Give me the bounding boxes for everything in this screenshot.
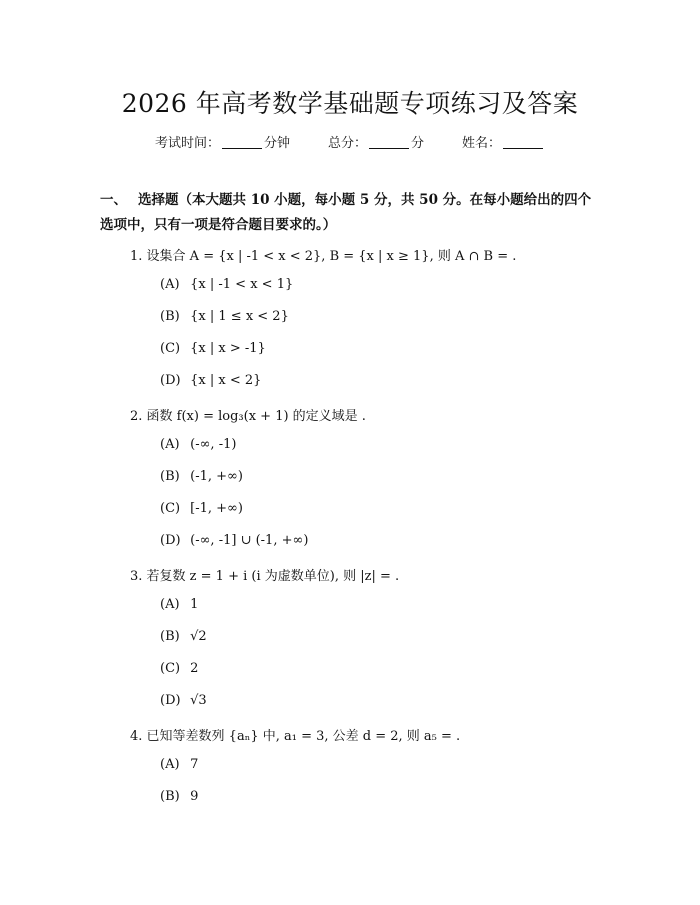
option-text: {x | -1 < x < 1} — [190, 277, 294, 292]
option-label: (B) — [160, 629, 180, 644]
option-label: (D) — [160, 693, 181, 708]
name-blank — [503, 135, 543, 149]
option-text: 7 — [190, 757, 199, 772]
section-heading — [100, 188, 600, 238]
question-1-option-c — [160, 341, 266, 356]
score-blank — [369, 135, 409, 149]
option-label: (C) — [160, 341, 181, 356]
option-label: (B) — [160, 469, 180, 484]
option-label: (C) — [160, 661, 181, 676]
option-text: 1 — [190, 597, 199, 612]
question-1-stem: 1. 设集合 A = {x | -1 < x < 2}, B = {x | x ≥ 1}, 则 A ∩ B = . — [130, 249, 517, 264]
exam-name — [462, 132, 545, 151]
option-text: (-∞, -1) — [190, 437, 237, 452]
question-2-option-d — [160, 533, 308, 548]
option-text: [-1, +∞) — [190, 501, 243, 516]
question-2-option-a — [160, 437, 236, 452]
question-4-stem: 4. 已知等差数列 {aₙ} 中, a₁ = 3, 公差 d = 2, 则 a₅ = . — [130, 729, 461, 744]
option-text: 2 — [190, 661, 199, 676]
page-title: 2026 年高考数学基础题专项练习及答案 — [121, 89, 579, 118]
section-text: 选择题（本大题共 10 小题，每小题 5 分，共 50 分。在每小题给出的四个选项中，只有一项是符合题目要求的。） — [100, 192, 592, 233]
option-text: (-1, +∞) — [190, 469, 243, 484]
question-3-option-d — [160, 693, 207, 708]
question-2-stem: 2. 函数 f(x) = log₃(x + 1) 的定义域是 . — [130, 409, 366, 424]
time-label: 考试时间： — [154, 136, 220, 151]
option-label: (A) — [160, 597, 180, 612]
option-label: (D) — [160, 533, 181, 548]
option-text: √2 — [190, 629, 207, 644]
option-label: (B) — [160, 309, 180, 324]
option-text: {x | x > -1} — [190, 341, 266, 356]
question-2-option-b — [160, 469, 243, 484]
time-blank — [222, 135, 262, 149]
section-number: 一、 — [100, 192, 127, 208]
option-text: √3 — [190, 693, 207, 708]
question-4-option-b — [160, 789, 198, 804]
exam-score — [328, 132, 424, 151]
option-label: (B) — [160, 789, 180, 804]
option-label: (D) — [160, 373, 181, 388]
option-text: {x | x < 2} — [190, 373, 262, 388]
name-label: 姓名： — [462, 136, 502, 151]
option-text: {x | 1 ≤ x < 2} — [190, 309, 289, 324]
question-1-option-d — [160, 373, 261, 388]
option-label: (A) — [160, 757, 180, 772]
question-3-option-a — [160, 597, 198, 612]
option-text: 9 — [190, 789, 199, 804]
option-label: (A) — [160, 277, 180, 292]
option-text: (-∞, -1] ∪ (-1, +∞) — [190, 533, 309, 548]
question-1-option-a — [160, 277, 293, 292]
question-4-option-a — [160, 757, 198, 772]
option-label: (C) — [160, 501, 181, 516]
question-3-option-c — [160, 661, 198, 676]
score-label: 总分： — [327, 136, 367, 151]
question-2-option-c — [160, 501, 243, 516]
question-3-stem: 3. 若复数 z = 1 + i (i 为虚数单位), 则 |z| = . — [130, 569, 400, 584]
score-unit: 分 — [411, 136, 425, 151]
question-3-option-b — [160, 629, 207, 644]
exam-time — [155, 132, 290, 151]
option-label: (A) — [160, 437, 180, 452]
exam-meta — [0, 132, 700, 151]
time-unit: 分钟 — [263, 136, 290, 151]
question-1-option-b — [160, 309, 289, 324]
